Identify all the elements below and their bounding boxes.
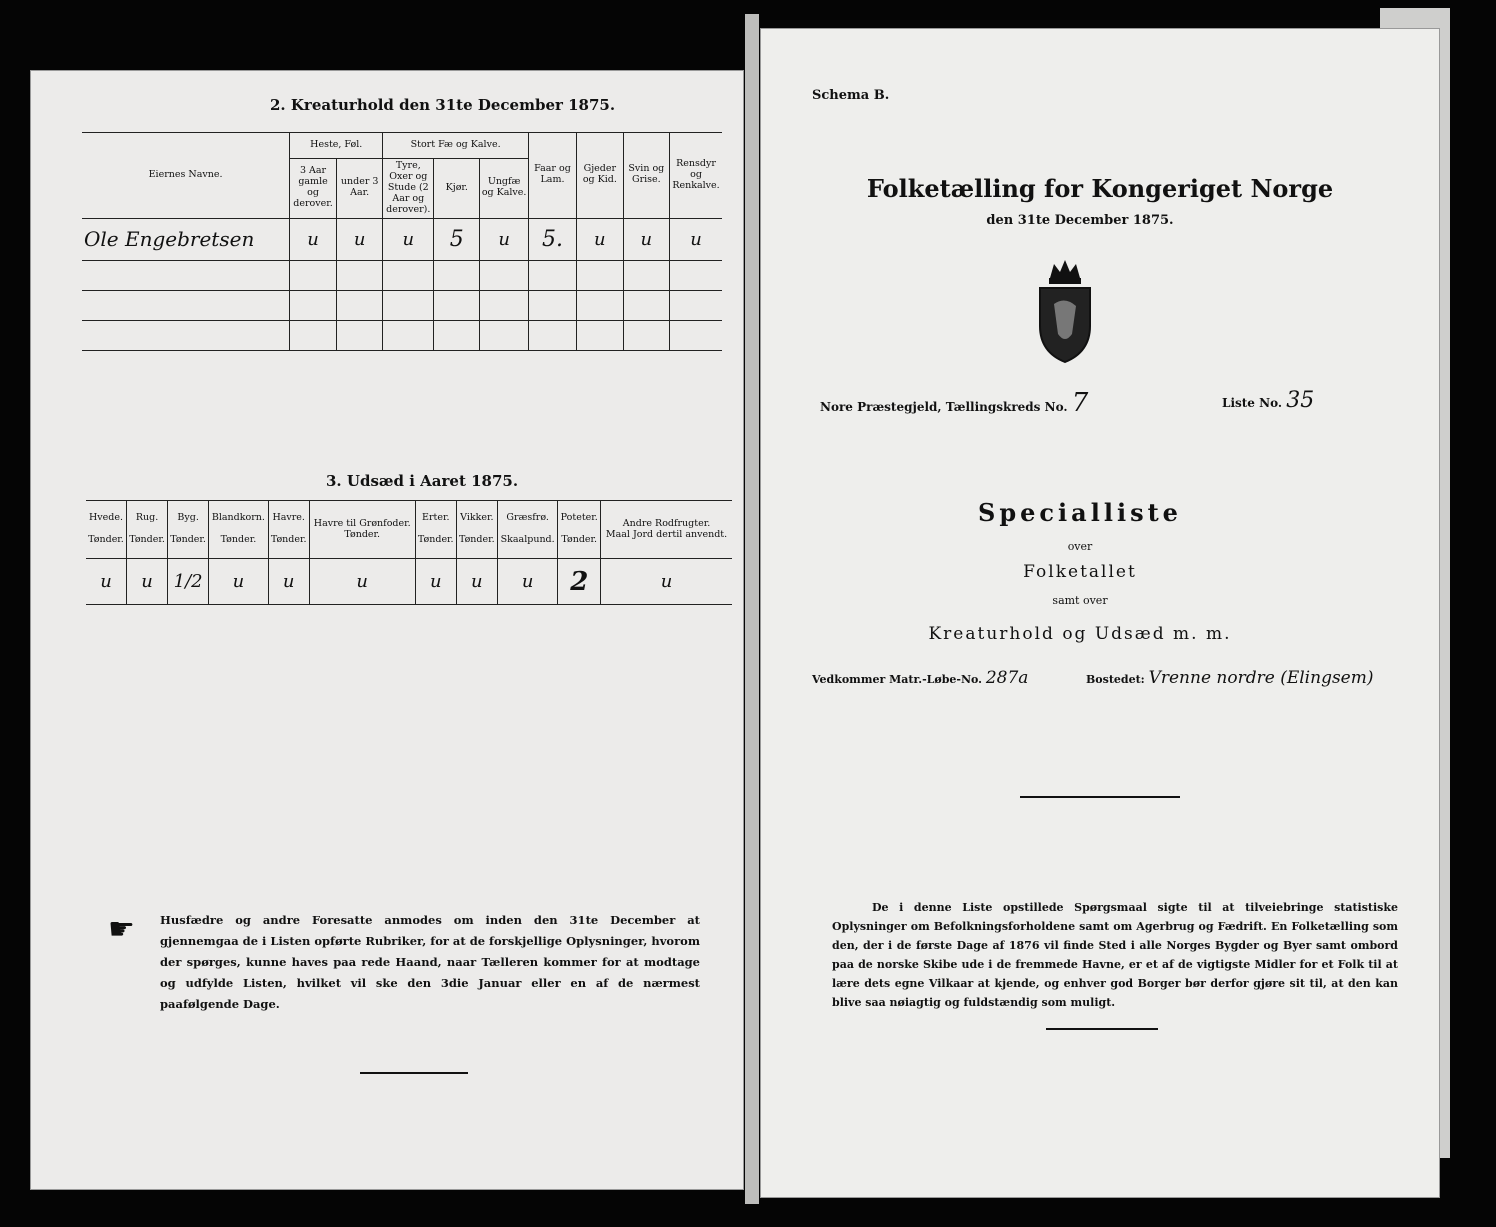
page-stack-edge xyxy=(745,14,759,1204)
value-cell: u xyxy=(86,559,127,605)
value-cell: u xyxy=(601,559,732,605)
horses-young-header: under 3 Aar. xyxy=(336,159,382,219)
matr-number: 287a xyxy=(985,668,1029,688)
value-cell: u xyxy=(577,218,624,260)
col-header: Hvede. Tønder. xyxy=(86,501,127,559)
notice-text: Husfædre og andre Foresatte anmodes om inden den 31te December at gjennemgaa de i Listen opførte Rubriker, for at de forskjellige Oplysninger, hvorom der spørges, kunne haves paa rede Haand, naar Tælleren kommer for at modtage og udfylde Listen, hvilket vil ske den 3die Januar eller en af de nærmest paafølgende Dage. xyxy=(160,913,700,1011)
owner-name: Ole Engebretsen xyxy=(82,218,290,260)
value-cell: u xyxy=(383,218,434,260)
livestock-table xyxy=(82,132,722,351)
goats-header: Gjeder og Kid. xyxy=(577,133,624,219)
value-cell: u xyxy=(497,559,558,605)
schema-label: Schema B. xyxy=(812,88,890,103)
pointing-hand-icon: ☛ xyxy=(108,912,135,947)
reindeer-header: Rensdyr og Renkalve. xyxy=(670,133,722,219)
value-cell: u xyxy=(456,559,497,605)
district-label: Nore Præstegjeld, Tællingskreds No. xyxy=(820,400,1068,414)
left-page xyxy=(30,70,744,1190)
list-label: Liste No. xyxy=(1222,396,1283,410)
divider xyxy=(1020,796,1180,798)
col-header: Rug. Tønder. xyxy=(127,501,168,559)
specialliste-heading: Specialliste xyxy=(978,498,1182,527)
table-row xyxy=(86,559,732,605)
col-header: Havre til Grønfoder. Tønder. xyxy=(309,501,415,559)
horses-adult-header: 3 Aar gamle og derover. xyxy=(290,159,337,219)
value-cell: 5 xyxy=(434,218,480,260)
col-header: Blandkorn. Tønder. xyxy=(209,501,269,559)
cattle-header: Stort Fæ og Kalve. xyxy=(383,133,529,159)
col-header: Byg. Tønder. xyxy=(168,501,209,559)
col-header: Andre Rodfrugter. Maal Jord dertil anvendt. xyxy=(601,501,732,559)
district-number: 7 xyxy=(1071,388,1089,418)
value-cell: u xyxy=(290,218,337,260)
col-header: Havre. Tønder. xyxy=(268,501,309,559)
col-header: Erter. Tønder. xyxy=(415,501,456,559)
samt-over-text: samt over xyxy=(1052,594,1108,607)
sowing-table xyxy=(86,500,732,605)
bosted-line xyxy=(1086,668,1374,688)
list-number: 35 xyxy=(1286,388,1315,413)
value-cell: 1/2 xyxy=(168,559,209,605)
table-row xyxy=(82,218,722,260)
col-header: Græsfrø. Skaalpund. xyxy=(497,501,558,559)
divider xyxy=(360,1072,468,1074)
col-header: Vikker. Tønder. xyxy=(456,501,497,559)
bosted-value: Vrenne nordre (Elingsem) xyxy=(1148,668,1374,688)
right-page xyxy=(760,28,1440,1198)
section2-title: 2. Kreaturhold den 31te December 1875. xyxy=(270,96,616,114)
value-cell: u xyxy=(127,559,168,605)
value-cell: u xyxy=(336,218,382,260)
value-cell: u xyxy=(268,559,309,605)
footer-text: De i denne Liste opstillede Spørgsmaal sigte til at tilveiebringe statistiske Oplysninger om Befolkningsforholdene samt om Agerbrug og Fædrift. En Folketælling som den, der i de første Dage af 1876 vil finde Sted i alle Norges Bygder og Byer samt ombord paa de norske Skibe ude i de fremmede Havne, er et af de vigtigste Midler for et Folk til at lære dets egne Vilkaar at kjende, og enhver god Borger bør derfor gjøre sit til, at den kan blive saa nøiagtig og fuldstændig som muligt. xyxy=(832,901,1398,1009)
pigs-header: Svin og Grise. xyxy=(623,133,669,219)
document-title: Folketælling for Kongeriget Norge xyxy=(866,174,1334,203)
value-cell: u xyxy=(480,218,529,260)
col-header: Poteter. Tønder. xyxy=(558,501,601,559)
cows-header: Kjør. xyxy=(434,159,480,219)
value-cell: u xyxy=(670,218,722,260)
list-line xyxy=(1222,388,1314,413)
folketallet-heading: Folketallet xyxy=(1023,562,1137,582)
section3-title: 3. Udsæd i Aaret 1875. xyxy=(326,472,519,490)
value-cell: u xyxy=(209,559,269,605)
coat-of-arms-icon xyxy=(1032,256,1098,366)
value-cell: 2 xyxy=(558,559,601,605)
kreaturhold-heading: Kreaturhold og Udsæd m. m. xyxy=(928,624,1232,644)
value-cell: u xyxy=(415,559,456,605)
value-cell: u xyxy=(623,218,669,260)
over-text: over xyxy=(1067,540,1093,553)
bulls-header: Tyre, Oxer og Stude (2 Aar og derover). xyxy=(383,159,434,219)
matr-line xyxy=(812,668,1028,688)
district-line xyxy=(820,388,1088,418)
bosted-label: Bostedet: xyxy=(1086,673,1145,686)
value-cell: 5. xyxy=(528,218,576,260)
owner-header: Eiernes Navne. xyxy=(82,133,290,219)
sheep-header: Faar og Lam. xyxy=(528,133,576,219)
calves-header: Ungfæ og Kalve. xyxy=(480,159,529,219)
matr-label: Vedkommer Matr.-Løbe-No. xyxy=(812,673,982,686)
document-date: den 31te December 1875. xyxy=(986,213,1174,228)
value-cell: u xyxy=(309,559,415,605)
divider xyxy=(1046,1028,1158,1030)
horses-header: Heste, Føl. xyxy=(290,133,383,159)
